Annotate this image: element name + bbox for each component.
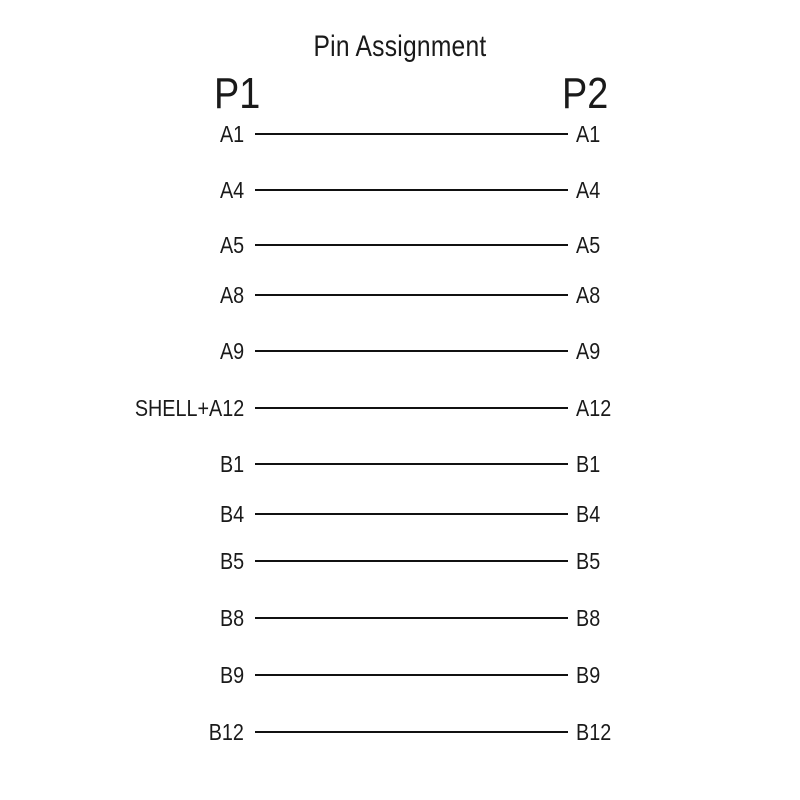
connection-row xyxy=(0,393,800,423)
wire-line xyxy=(255,560,568,562)
connection-row xyxy=(0,603,800,633)
wire-line xyxy=(255,513,568,515)
p1-pin-label: SHELL+A12 xyxy=(134,395,244,421)
p1-pin-label: A1 xyxy=(219,121,244,147)
p2-pin-label: B8 xyxy=(576,605,601,631)
p2-pin-label: A12 xyxy=(576,395,612,421)
p2-pin-label: A4 xyxy=(576,177,601,203)
p1-pin-label: A5 xyxy=(219,232,244,258)
p2-pin-label: B12 xyxy=(576,719,612,745)
p1-pin-label: A8 xyxy=(219,282,244,308)
connection-row xyxy=(0,119,800,149)
p2-pin-label: A8 xyxy=(576,282,601,308)
wire-line xyxy=(255,294,568,296)
p1-pin-label: B1 xyxy=(219,451,244,477)
p1-pin-label: B8 xyxy=(219,605,244,631)
connection-row xyxy=(0,336,800,366)
wire-line xyxy=(255,463,568,465)
wire-line xyxy=(255,133,568,135)
wire-line xyxy=(255,407,568,409)
p2-pin-label: A1 xyxy=(576,121,601,147)
p1-pin-label: B9 xyxy=(219,662,244,688)
p1-pin-label: B4 xyxy=(219,501,244,527)
connection-row xyxy=(0,230,800,260)
p2-pin-label: B1 xyxy=(576,451,601,477)
wire-line xyxy=(255,674,568,676)
p1-pin-label: B5 xyxy=(219,548,244,574)
p2-pin-label: B5 xyxy=(576,548,601,574)
p2-pin-label: A5 xyxy=(576,232,601,258)
p2-header: P2 xyxy=(562,69,609,118)
wire-line xyxy=(255,189,568,191)
connection-row xyxy=(0,449,800,479)
wire-line xyxy=(255,731,568,733)
p2-pin-label: A9 xyxy=(576,338,601,364)
p2-pin-label: B9 xyxy=(576,662,601,688)
p1-header: P1 xyxy=(214,69,261,118)
p1-pin-label: B12 xyxy=(208,719,244,745)
p1-pin-label: A4 xyxy=(219,177,244,203)
p1-pin-label: A9 xyxy=(219,338,244,364)
connection-row xyxy=(0,499,800,529)
connection-row xyxy=(0,546,800,576)
connection-row xyxy=(0,717,800,747)
connection-row xyxy=(0,660,800,690)
wire-line xyxy=(255,617,568,619)
wire-line xyxy=(255,350,568,352)
connection-row xyxy=(0,175,800,205)
p2-pin-label: B4 xyxy=(576,501,601,527)
wire-line xyxy=(255,244,568,246)
connection-row xyxy=(0,280,800,310)
diagram-title: Pin Assignment xyxy=(313,30,487,63)
